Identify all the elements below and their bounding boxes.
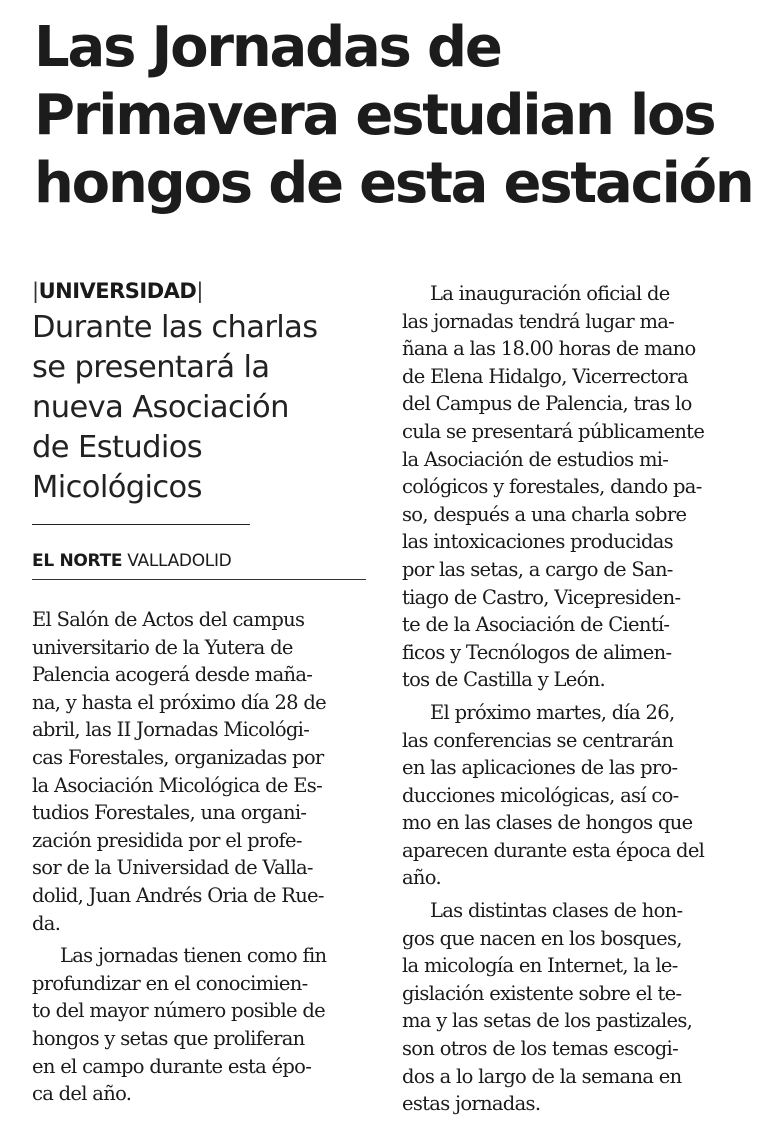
text-line: da. [32,911,61,935]
text-line: El Salón de Actos del campus [32,608,305,631]
subheadline [32,308,368,508]
text-line: en el campo durante esta épo- [32,1054,312,1078]
headline-line: hongos de esta estación [34,151,753,216]
text-line: del Campus de Palencia, tras lo [402,392,692,416]
left-body-text [32,606,368,1108]
text-line: año. [402,866,441,890]
text-line: la Asociación Micológica de Es- [32,773,322,797]
text-line: La inauguración oficial de [430,282,670,305]
text-line: mo en las clases de hongos que [402,811,693,835]
text-line: tiago de Castro, Vicepresiden- [402,585,681,609]
text-line: na, y hasta el próximo día 28 de [32,690,327,714]
subhead-line: Micológicos [32,470,202,505]
headline-line: Las Jornadas de [34,15,501,80]
subhead-line: de Estudios [32,430,203,465]
paragraph [32,606,368,937]
subhead-line: se presentará la [32,350,270,385]
subhead-line: Durante las charlas [32,310,318,345]
text-line: aparecen durante esta época del [402,838,705,862]
subhead-divider [32,524,250,525]
text-line: por las setas, a cargo de San- [402,557,673,581]
paragraph [402,897,738,1118]
text-line: tos de Castilla y León. [402,668,606,692]
text-line: El próximo martes, día 26, [430,700,675,724]
text-line: las intoxicaciones producidas [402,530,673,554]
subhead-line: nueva Asociación [32,390,289,425]
text-line: la micología en Internet, la le- [402,954,678,978]
paragraph [32,942,368,1108]
text-line: cula se presentará públicamente [402,419,705,443]
text-line: Palencia acogerá desde maña- [32,663,313,687]
text-line: sor de la Universidad de Valla- [32,856,313,880]
section-label: |UNIVERSIDAD| [32,279,203,303]
byline-divider [32,579,366,580]
right-column [402,280,738,1123]
byline [32,551,368,571]
text-line: tudios Forestales, una organi- [32,801,307,825]
text-line: abril, las II Jornadas Micológi- [32,718,310,742]
text-line: en las aplicaciones de las pro- [402,756,678,780]
left-column [32,276,368,1113]
text-line: profundizar en el conocimien- [32,971,308,995]
text-line: las jornadas tendrá lugar ma- [402,309,675,333]
right-body-text [402,280,738,1118]
text-line: so, después a una charla sobre [402,502,687,526]
text-line: Las jornadas tienen como fin [60,944,327,968]
byline-location: VALLADOLID [127,551,232,571]
section-name: UNIVERSIDAD [38,279,197,303]
text-line: ma y las setas de los pastizales, [402,1009,693,1033]
text-line: son otros de los temas escogi- [402,1037,678,1061]
text-line: cológicos y forestales, dando pa- [402,475,702,499]
text-line: gislación existente sobre el te- [402,981,682,1005]
text-line: to del mayor número posible de [32,999,325,1023]
text-line: la Asociación de estudios mi- [402,447,669,471]
headline [34,14,754,218]
paragraph [402,280,738,694]
text-line: Las distintas clases de hon- [430,899,683,923]
text-line: zación presidida por el profe- [32,828,302,852]
text-line: ñana a las 18.00 horas de mano [402,337,696,361]
text-line: cas Forestales, organizadas por [32,745,324,769]
byline-source: EL NORTE [32,551,123,571]
text-line: dolid, Juan Andrés Oria de Rue- [32,883,324,907]
text-line: te de la Asociación de Cientí- [402,613,670,637]
text-line: las conferencias se centrarán [402,728,674,752]
text-line: de Elena Hidalgo, Vicerrectora [402,364,688,388]
headline-line: Primavera estudian los [34,83,715,148]
text-line: gos que nacen en los bosques, [402,926,682,950]
text-line: ducciones micológicas, así co- [402,783,679,807]
text-line: estas jornadas. [402,1092,541,1116]
text-line: dos a lo largo de la semana en [402,1064,682,1088]
text-line: universitario de la Yutera de [32,635,293,659]
paragraph [402,699,738,892]
text-line: hongos y setas que proliferan [32,1026,305,1050]
text-line: ca del año. [32,1082,132,1106]
text-line: ficos y Tecnólogos de alimen- [402,640,672,664]
